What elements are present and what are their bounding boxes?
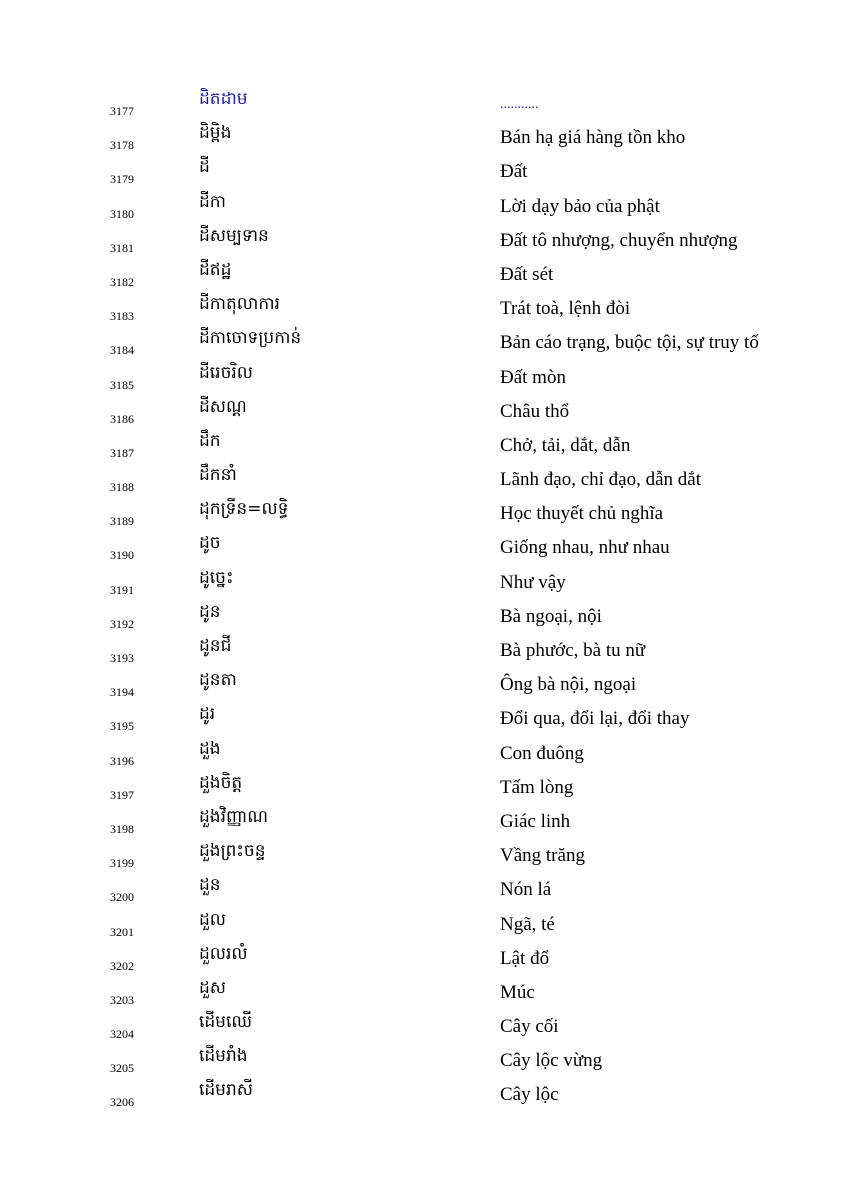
- vietnamese-translation: Cây lộc vừng: [500, 1050, 603, 1072]
- khmer-term: ដូច្នេះ: [199, 567, 234, 588]
- entry-number: 3189: [110, 514, 134, 529]
- khmer-term: ដួស: [199, 977, 226, 998]
- khmer-term: ដួងព្រះចន្ទ: [199, 841, 266, 862]
- entry-number: 3184: [110, 343, 134, 358]
- entry-number: 3205: [110, 1061, 134, 1076]
- entry-number: 3191: [110, 582, 134, 597]
- glossary-row: [0, 494, 848, 528]
- khmer-term: ដូន: [199, 601, 221, 622]
- glossary-row: [0, 699, 848, 733]
- glossary-row: [0, 802, 848, 836]
- vietnamese-translation: Cây lộc: [500, 1084, 559, 1106]
- glossary-row: [0, 836, 848, 870]
- vietnamese-translation: Cây cối: [500, 1016, 559, 1038]
- entry-number: 3198: [110, 821, 134, 836]
- entry-number: 3181: [110, 240, 134, 255]
- khmer-term: ដូច: [199, 533, 221, 554]
- entry-number: 3192: [110, 616, 134, 631]
- entry-number: 3188: [110, 480, 134, 495]
- entry-number: 3180: [110, 206, 134, 221]
- glossary-row: [0, 939, 848, 973]
- entry-number: 3202: [110, 958, 134, 973]
- vietnamese-translation: Trát toà, lệnh đòi: [500, 298, 631, 320]
- entry-number: 3199: [110, 856, 134, 871]
- khmer-term: ដឹក: [199, 430, 221, 451]
- vietnamese-translation: Lãnh đạo, chỉ đạo, dẫn dắt: [500, 469, 702, 491]
- khmer-term: ដឹកនាំ: [199, 465, 237, 486]
- khmer-term: ដីឥដ្ឋ: [199, 259, 232, 280]
- entry-number: 3179: [110, 172, 134, 187]
- vietnamese-translation: Chở, tải, dắt, dẫn: [500, 434, 631, 456]
- khmer-term: ដើមឈើ: [199, 1012, 253, 1033]
- khmer-term: ដី: [199, 157, 210, 178]
- khmer-term: ដួងចិត្ត: [199, 772, 243, 793]
- vietnamese-translation: Đất: [500, 161, 528, 183]
- vietnamese-translation: Tấm lòng: [500, 776, 574, 798]
- vietnamese-translation: Bản cáo trạng, buộc tội, sự truy tố: [500, 332, 759, 354]
- vietnamese-translation: Giống nhau, như nhau: [500, 537, 670, 559]
- entry-number: 3178: [110, 138, 134, 153]
- vietnamese-translation: Học thuyết chủ nghĩa: [500, 503, 664, 525]
- vietnamese-translation: Lời dạy bảo của phật: [500, 195, 660, 217]
- khmer-term: ដួលរលំ: [199, 943, 248, 964]
- glossary-row: [0, 528, 848, 562]
- khmer-term: ដីសណ្ដ: [199, 396, 247, 417]
- entry-number: 3194: [110, 685, 134, 700]
- entry-number: 3195: [110, 719, 134, 734]
- khmer-term: ដួង: [199, 738, 221, 759]
- khmer-term: ដើមរាំង: [199, 1046, 248, 1067]
- glossary-row: [0, 973, 848, 1007]
- khmer-term: ដីសម្បទាន: [199, 225, 269, 246]
- glossary-row: [0, 665, 848, 699]
- vietnamese-translation: Bà phước, bà tu nữ: [500, 640, 646, 661]
- vietnamese-translation: Giác linh: [500, 810, 571, 832]
- glossary-row: [0, 118, 848, 152]
- vietnamese-translation: Đất mòn: [500, 366, 566, 388]
- entry-number: 3177: [110, 104, 134, 118]
- glossary-row: [0, 255, 848, 289]
- vietnamese-translation: ...........: [500, 97, 539, 112]
- entry-number: 3185: [110, 377, 134, 392]
- vietnamese-translation: Múc: [500, 981, 535, 1003]
- glossary-row: [0, 1041, 848, 1075]
- khmer-term: ដីរេចរិល: [199, 362, 253, 383]
- khmer-term: ដីកា: [199, 191, 226, 212]
- vietnamese-translation: Lật đổ: [500, 947, 550, 969]
- glossary-row: [0, 631, 848, 665]
- glossary-row: [0, 358, 848, 392]
- vietnamese-translation: Bán hạ giá hàng tồn kho: [500, 127, 686, 149]
- khmer-term: ដូរ: [199, 704, 216, 725]
- glossary-row: [0, 1075, 848, 1109]
- vietnamese-translation: Nón lá: [500, 879, 552, 901]
- vietnamese-translation: Như vậy: [500, 571, 566, 593]
- glossary-row: [0, 152, 848, 186]
- vietnamese-translation: Đổi qua, đổi lại, đổi thay: [500, 708, 690, 730]
- vietnamese-translation: Bà ngoại, nội: [500, 605, 602, 627]
- entry-number: 3182: [110, 274, 134, 289]
- glossary-row: [0, 870, 848, 904]
- entry-number: 3183: [110, 309, 134, 324]
- glossary-row: [0, 563, 848, 597]
- vietnamese-translation: Đất tô nhượng, chuyển nhượng: [500, 229, 738, 251]
- entry-number: 3190: [110, 548, 134, 563]
- entry-number: 3200: [110, 890, 134, 905]
- vietnamese-translation: Đất sét: [500, 263, 554, 285]
- glossary-row: [0, 84, 848, 118]
- khmer-term: ដើមរាសី: [199, 1080, 253, 1101]
- glossary-row: [0, 597, 848, 631]
- vietnamese-translation: Ông bà nội, ngoại: [500, 674, 637, 696]
- glossary-row: [0, 392, 848, 426]
- khmer-term: ដួល: [199, 909, 226, 930]
- glossary-row: [0, 460, 848, 494]
- vietnamese-translation: Con đuông: [500, 742, 584, 764]
- entry-number: 3204: [110, 1027, 134, 1042]
- khmer-term: ដីកាចោទប្រកាន់: [199, 328, 302, 349]
- entry-number: 3186: [110, 411, 134, 426]
- entry-number: 3193: [110, 651, 134, 665]
- entry-number: 3197: [110, 787, 134, 802]
- khmer-term: ដួន: [199, 875, 221, 896]
- entry-number: 3187: [110, 445, 134, 460]
- entry-number: 3201: [110, 924, 134, 939]
- khmer-term: ដិតដាម: [199, 89, 248, 109]
- khmer-term: ដីកាតុលាការ: [199, 294, 280, 315]
- glossary-list: [0, 84, 848, 1110]
- glossary-row: [0, 768, 848, 802]
- glossary-row: [0, 323, 848, 357]
- khmer-term: ដិម្ពិង: [199, 123, 232, 144]
- vietnamese-translation: Ngã, té: [500, 913, 555, 935]
- entry-number: 3203: [110, 992, 134, 1007]
- khmer-term: ដុកទ្រីន=លទ្ធិ: [199, 499, 289, 520]
- glossary-row: [0, 426, 848, 460]
- entry-number: 3196: [110, 753, 134, 768]
- vietnamese-translation: Vầng trăng: [500, 845, 585, 867]
- glossary-row: [0, 905, 848, 939]
- glossary-row: [0, 289, 848, 323]
- khmer-term: ដូនជី: [199, 636, 232, 656]
- vietnamese-translation: Châu thổ: [500, 400, 570, 422]
- entry-number: 3206: [110, 1095, 134, 1110]
- khmer-term: ដួងវិញ្ញាណ: [199, 806, 268, 827]
- glossary-row: [0, 221, 848, 255]
- khmer-term: ដូនតា: [199, 670, 237, 691]
- glossary-row: [0, 1007, 848, 1041]
- glossary-row: [0, 734, 848, 768]
- glossary-row: [0, 187, 848, 221]
